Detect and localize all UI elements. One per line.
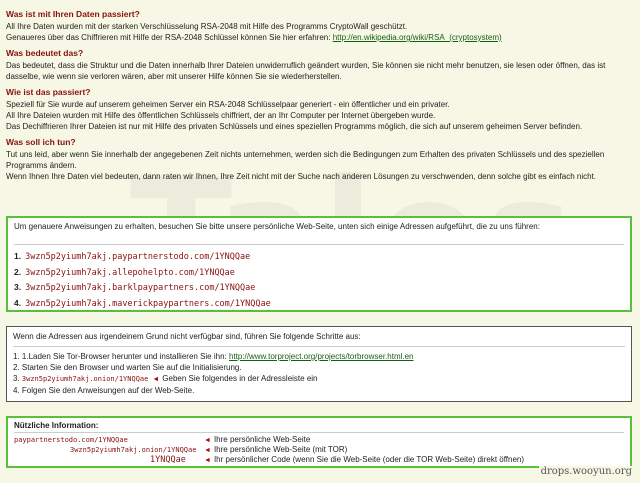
divider	[13, 346, 625, 347]
address-link[interactable]: 3wzn5p2yiumh7akj.allepohelpto.com/1YNQQae	[25, 267, 235, 278]
address-item	[14, 249, 624, 265]
tor-step-2: 2. Starten Sie den Browser und warten Sie auf die Initialisierung.	[13, 363, 242, 372]
tor-step-4: 4. Folgen Sie den Anweisungen auf der Web-Seite.	[13, 386, 195, 395]
step-text: 1. 1.Laden Sie Tor-Browser herunter und installieren Sie ihn:	[13, 352, 229, 361]
section-text: Tut uns leid, aber wenn Sie innerhalb der angegebenen Zeit nichts unternehmen, werden sich die Bedingungen zum Erhalten des privaten Schlüssels und des speziellen Programms ändern.	[6, 150, 605, 170]
credit-watermark: drops.wooyun.org	[540, 466, 632, 477]
divider	[14, 244, 624, 245]
onion-address: 3wzn5p2yiumh7akj.onion/1YNQQae	[21, 375, 149, 383]
arrow-left-icon: ◄	[204, 457, 211, 464]
address-item	[14, 296, 624, 312]
tor-instructions-box	[6, 326, 632, 402]
address-number: 4.	[14, 297, 22, 308]
address-number: 3.	[14, 282, 22, 292]
ransom-note	[0, 0, 640, 182]
address-link[interactable]: 3wzn5p2yiumh7akj.paypartnerstodo.com/1YNQQae	[25, 252, 251, 262]
section-text: Das Dechiffrieren Ihrer Dateien ist nur mit Hilfe des privaten Schlüssels und eines speziellen Programms möglich, die sich auf unserem geheimen Server befinden.	[6, 122, 583, 131]
address-number: 2.	[14, 266, 22, 277]
section-what-happened	[6, 9, 634, 43]
addresses-intro: Um genauere Anweisungen zu erhalten, besuchen Sie bitte unsere persönliche Web-Seite, unten sich einige Adressen aufgeführt, die zu uns führen:	[14, 222, 540, 231]
addresses-box	[6, 216, 632, 312]
useful-info-box	[6, 416, 632, 468]
step-prefix: 3.	[13, 374, 22, 383]
useful-info-title: Nützliche Information:	[14, 421, 99, 430]
info-row	[14, 435, 624, 445]
address-item	[14, 265, 624, 281]
tor-step-1	[13, 351, 625, 362]
section-text: All Ihre Dateien wurden mit Hilfe des öffentlichen Schlüssels chiffriert, der an Ihr Computer per Internet übergeben wurde.	[6, 111, 436, 120]
section-what-means	[6, 48, 634, 82]
info-desc-text: Ihre persönliche Web-Seite (mit TOR)	[213, 445, 348, 454]
section-heading: Was soll ich tun?	[6, 137, 76, 147]
torproject-link[interactable]: http://www.torproject.org/projects/torbrowser.html.en	[228, 352, 414, 361]
info-value: 1YNQQae	[150, 455, 186, 465]
address-link[interactable]: 3wzn5p2yiumh7akj.barklpaypartners.com/1YNQQae	[25, 283, 256, 293]
section-text	[6, 32, 634, 43]
section-how-happened	[6, 87, 634, 132]
info-row	[14, 455, 624, 465]
info-desc-text: Ihre persönliche Web-Seite	[213, 435, 311, 444]
info-desc	[200, 455, 524, 466]
address-number: 1.	[14, 251, 22, 261]
address-list	[14, 249, 624, 311]
info-row	[14, 445, 624, 455]
tor-intro: Wenn die Adressen aus irgendeinem Grund nicht verfügbar sind, führen Sie folgende Schritte aus:	[13, 332, 361, 341]
section-text: Wenn Ihnen Ihre Daten viel bedeuten, dann raten wir Ihnen, Ihre Zeit nicht mit der Suche nach anderen Lösungen zu verschwenden, denn solche gibt es einfach nicht.	[6, 172, 597, 181]
step-note: Geben Sie folgendes in der Adressleiste ein	[162, 374, 318, 383]
section-text: Speziell für Sie wurde auf unserem geheimen Server ein RSA-2048 Schlüsselpaar generiert - ein öffentlicher und ein privater.	[6, 100, 450, 109]
section-heading: Wie ist das passiert?	[6, 87, 91, 97]
section-what-to-do	[6, 137, 634, 182]
address-item	[14, 280, 624, 296]
section-heading: Was bedeutet das?	[6, 48, 84, 58]
info-desc-text: Ihr persönlicher Code (wenn Sie die Web-Seite (oder die TOR Web-Seite) direkt öffnen)	[213, 455, 525, 464]
section-heading: Was ist mit Ihren Daten passiert?	[6, 9, 140, 19]
info-value: paypartnerstodo.com/1YNQQae	[14, 436, 128, 444]
info-value: 3wzn5p2yiumh7akj.onion/1YNQQae	[70, 446, 197, 454]
arrow-left-icon: ◄	[152, 376, 160, 383]
arrow-left-icon: ◄	[204, 437, 211, 444]
section-text: All Ihre Daten wurden mit der starken Verschlüsselung RSA-2048 mit Hilfe des Programms CryptoWall geschützt.	[6, 22, 408, 31]
tor-step-3	[13, 373, 625, 385]
section-text-part: Genaueres über das Chiffrieren mit Hilfe der RSA-2048 Schlüssel können Sie hier erfahren:	[6, 33, 333, 42]
divider	[14, 432, 624, 433]
arrow-left-icon: ◄	[204, 447, 211, 454]
wikipedia-rsa-link[interactable]: http://en.wikipedia.org/wiki/RSA_(cryptosystem)	[332, 33, 502, 42]
section-text: Das bedeutet, dass die Struktur und die Daten innerhalb Ihrer Dateien unwiderruflich geändert wurden, Sie können sie nicht mehr benutzen, sie lesen oder öffnen, das ist dasselbe, wie wenn sie verloren wären, aber mit unserer Hilfe können Sie sie wiederherstellen.	[6, 61, 606, 81]
address-link[interactable]: 3wzn5p2yiumh7akj.maverickpaypartners.com/1YNQQae	[25, 298, 271, 309]
